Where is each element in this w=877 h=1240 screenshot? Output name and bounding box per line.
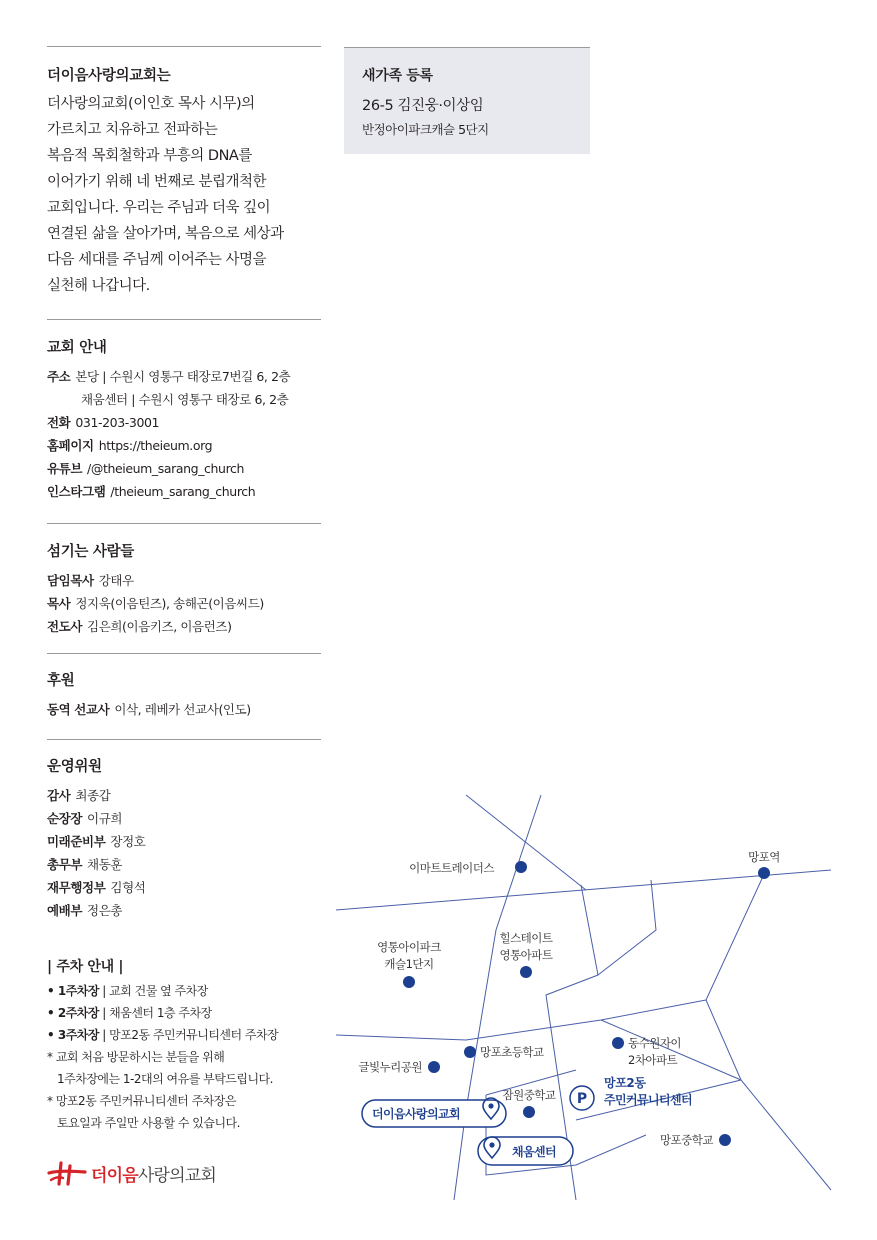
parking-item: [47, 1024, 337, 1046]
about-line: 이어가기 위해 네 번째로 분립개척한: [47, 174, 267, 190]
new-family-address: 반정아이파크캐슬 5단지: [362, 122, 489, 137]
about-line: 가르치고 치유하고 전파하는: [47, 122, 218, 138]
committee-role: 감사: [47, 788, 71, 803]
new-family-title: 새가족 등록: [362, 68, 433, 84]
committee-names: 이규희: [87, 811, 123, 826]
location-map: [336, 790, 836, 1200]
committee-list: [47, 784, 321, 922]
emart-marker: [515, 861, 527, 873]
cross-logo-icon: [47, 1160, 87, 1186]
church-location-pill[interactable]: [362, 1098, 506, 1127]
phone-label: 전화: [47, 415, 71, 430]
parking-item: [47, 980, 337, 1002]
ipark-label-1: 영통아이파크: [377, 940, 441, 954]
committee-section: [47, 739, 321, 922]
committee-role: 순장장: [47, 811, 83, 826]
phone-value: 031-203-3001: [75, 415, 160, 430]
servants-list: [47, 569, 321, 638]
new-family-name: 26-5 김진웅·이상임: [362, 98, 484, 114]
dongsuwon-marker: [612, 1037, 624, 1049]
mangpo-middle-label: 망포중학교: [659, 1133, 713, 1147]
support-section: [47, 653, 321, 739]
dongsuwon-label-2: 2차아파트: [628, 1053, 678, 1067]
parking-title: | 주차 안내 |: [47, 959, 124, 975]
about-title: 더이음사랑의교회는: [47, 68, 171, 84]
road: [336, 1000, 706, 1040]
committee-role: 예배부: [47, 903, 83, 918]
committee-names: 채동훈: [87, 857, 123, 872]
about-line: 복음적 목회철학과 부흥의 DNA를: [47, 148, 252, 164]
homepage-line: [47, 434, 321, 457]
committee-names: 최종갑: [75, 788, 111, 803]
committee-role: 총무부: [47, 857, 83, 872]
parking-note: 토요일과 주일만 사용할 수 있습니다.: [57, 1116, 240, 1130]
committee-row: [47, 807, 321, 830]
jamwon-marker: [523, 1106, 535, 1118]
committee-role: 재무행정부: [47, 880, 106, 895]
park-label: 글빛누리공원: [358, 1060, 422, 1074]
chaeum-pill-label: 채움센터: [512, 1145, 556, 1159]
servants-section: [47, 523, 321, 653]
youtube-label: 유튜브: [47, 461, 83, 476]
instagram-label: 인스타그램: [47, 484, 106, 499]
parking-text: | 채움센터 1층 주차장: [98, 1006, 212, 1020]
homepage-link[interactable]: https://theieum.org: [98, 438, 213, 453]
church-logo: [47, 1160, 216, 1186]
committee-row: [47, 899, 321, 922]
committee-title: 운영위원: [47, 759, 102, 775]
servant-row: [47, 569, 321, 592]
homepage-label: 홈페이지: [47, 438, 94, 453]
parking-item: [47, 1002, 337, 1024]
servant-names: 강태우: [98, 573, 134, 588]
about-line: 교회입니다. 우리는 주님과 더욱 깊이: [47, 200, 271, 216]
parking-section: [47, 956, 337, 1134]
park-marker: [428, 1061, 440, 1073]
church-pill-label: 더이음사랑의교회: [372, 1107, 460, 1121]
committee-row: [47, 784, 321, 807]
support-names: 이삭, 레베카 선교사(인도): [114, 702, 251, 717]
community-label-2: 주민커뮤니티센터: [604, 1093, 692, 1107]
servant-role: 전도사: [47, 619, 83, 634]
servant-row: [47, 615, 321, 638]
committee-row: [47, 853, 321, 876]
instagram-line: [47, 480, 321, 503]
hills-label-1: 힐스테이트: [499, 931, 553, 945]
parking-label: • 3주차장: [47, 1028, 99, 1042]
parking-label: • 2주차장: [47, 1006, 99, 1020]
road: [466, 795, 586, 890]
committee-row: [47, 830, 321, 853]
servant-names: 김은희(이음키즈, 이음런즈): [87, 619, 232, 634]
committee-row: [47, 876, 321, 899]
support-role: 동역 선교사: [47, 702, 110, 717]
community-center: [570, 1075, 692, 1110]
community-label-1: 망포2동: [604, 1076, 646, 1090]
parking-note: * 망포2동 주민커뮤니티센터 주차장은: [47, 1094, 236, 1108]
servant-role: 담임목사: [47, 573, 94, 588]
road: [598, 880, 656, 975]
hills-label-2: 영통아파트: [499, 948, 553, 962]
committee-names: 김형석: [110, 880, 146, 895]
youtube-line: [47, 457, 321, 480]
address-main: 본당 | 수원시 영통구 태장로7번길 6, 2층: [75, 369, 291, 384]
church-info-title: 교회 안내: [47, 340, 107, 356]
logo-text-gray: 사랑의교회: [137, 1165, 216, 1186]
left-column: [47, 46, 321, 922]
road: [601, 1020, 741, 1080]
logo-text-red: 더이음: [91, 1165, 138, 1186]
committee-names: 정은총: [87, 903, 123, 918]
jamwon-label: 잠원중학교: [502, 1088, 556, 1102]
mangpo-elem-marker: [464, 1046, 476, 1058]
servant-row: [47, 592, 321, 615]
dongsuwon-label-1: 동수원자이: [628, 1036, 682, 1050]
about-section: [47, 46, 321, 319]
support-list: [47, 698, 321, 721]
committee-names: 장정호: [110, 834, 146, 849]
parking-text: | 교회 건물 옆 주차장: [98, 984, 208, 998]
address-sub: 채움센터 | 수원시 영통구 태장로 6, 2층: [81, 392, 289, 407]
address-line: [47, 365, 321, 388]
logo-text: [91, 1161, 216, 1186]
ipark-marker: [403, 976, 415, 988]
instagram-handle: /theieum_sarang_church: [110, 484, 256, 499]
mangpo-middle-marker: [719, 1134, 731, 1146]
parking-label: • 1주차장: [47, 984, 99, 998]
church-info-section: [47, 319, 321, 523]
ipark-label-2: 캐슬1단지: [384, 957, 434, 971]
support-row: [47, 698, 321, 721]
parking-note: 1주차장에는 1-2대의 여유를 부탁드립니다.: [57, 1072, 273, 1086]
emart-label: 이마트트레이더스: [409, 861, 494, 875]
chaeum-location-pill[interactable]: [478, 1137, 573, 1165]
support-title: 후원: [47, 673, 75, 689]
address-label: 주소: [47, 369, 71, 384]
phone-line: [47, 411, 321, 434]
mangpo-station-marker: [758, 867, 770, 879]
parking-p-symbol: P: [576, 1091, 588, 1107]
parking-text: | 망포2동 주민커뮤니티센터 주차장: [98, 1028, 279, 1042]
servant-names: 정지욱(이음틴즈), 송해곤(이음씨드): [75, 596, 264, 611]
servants-title: 섬기는 사람들: [47, 544, 134, 560]
new-family-box: [344, 47, 590, 154]
about-line: 다음 세대를 주님께 이어주는 사명을: [47, 252, 267, 268]
about-line: 연결된 삶을 살아가며, 복음으로 세상과: [47, 226, 284, 242]
about-line: 실천해 나갑니다.: [47, 278, 150, 294]
mangpo-station-label: 망포역: [748, 850, 780, 864]
hills-marker: [520, 966, 532, 978]
about-text: [47, 91, 321, 299]
youtube-handle: /@theieum_sarang_church: [87, 461, 245, 476]
address-sub-line: [47, 388, 321, 411]
church-info-list: [47, 365, 321, 503]
mangpo-elem-label: 망포초등학교: [480, 1045, 544, 1059]
servant-role: 목사: [47, 596, 71, 611]
committee-role: 미래준비부: [47, 834, 106, 849]
about-line: 더사랑의교회(이인호 목사 시무)의: [47, 96, 255, 112]
parking-note: * 교회 처음 방문하시는 분들을 위해: [47, 1050, 225, 1064]
